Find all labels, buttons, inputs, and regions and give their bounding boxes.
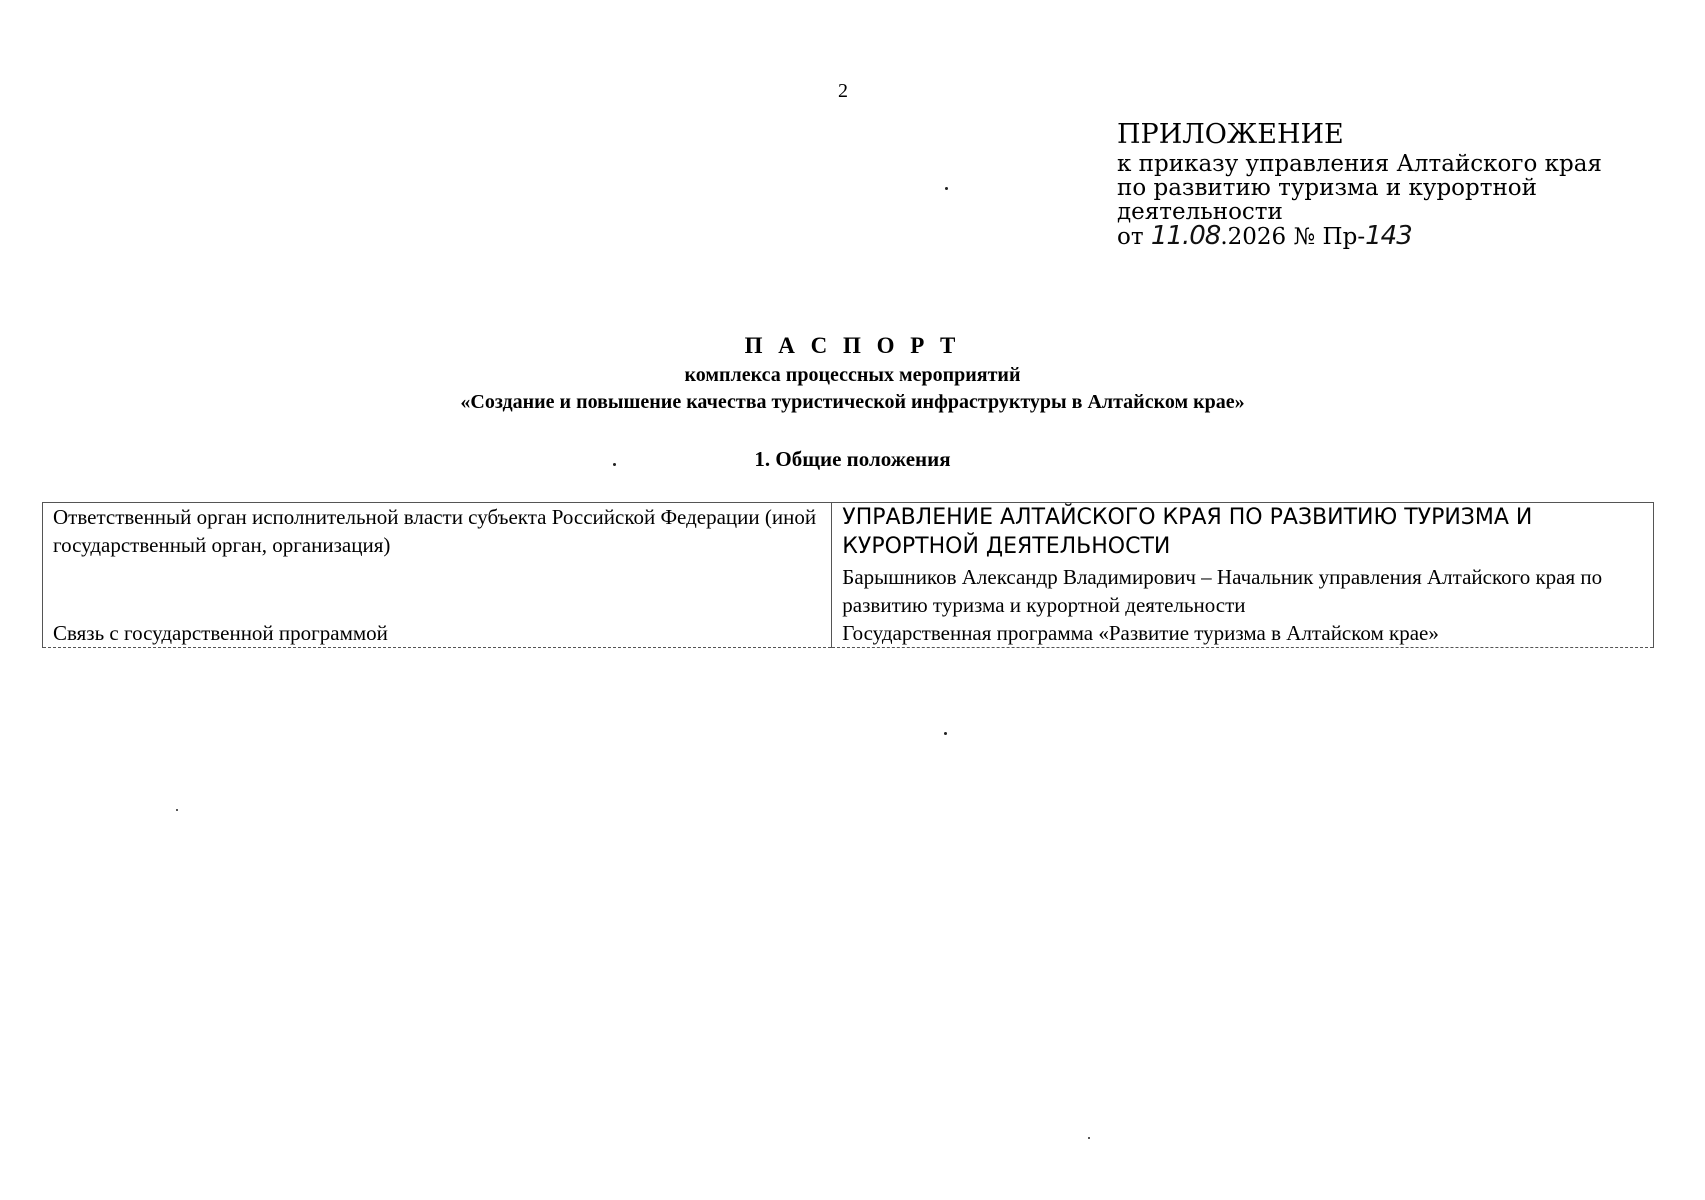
handwritten-order-number: 143 [1365, 221, 1412, 251]
appendix-line-1: к приказу управления Алтайского края [1117, 151, 1602, 177]
scan-speck [944, 732, 947, 735]
passport-header [0, 330, 1705, 416]
scan-speck [613, 463, 616, 466]
head-person: Барышников Александр Владимирович – Начальник управления Алтайского края по развитию туризма и курортной деятельности [842, 565, 1603, 617]
row-value: Государственная программа «Развитие туризма в Алтайском крае» [832, 619, 1654, 648]
appendix-line-3: деятельности [1117, 199, 1283, 225]
responsible-org-name: УПРАВЛЕНИЕ АЛТАЙСКОГО КРАЯ ПО РАЗВИТИЮ ТУРИЗМА И КУРОРТНОЙ ДЕЯТЕЛЬНОСТИ [842, 505, 1533, 559]
handwritten-date: 11.08 [1150, 221, 1221, 251]
date-year-number: .2026 № Пр- [1220, 224, 1366, 250]
appendix-date-line [1117, 221, 1637, 251]
table-row [43, 619, 1654, 648]
page-number: 2 [838, 80, 848, 102]
appendix-title: ПРИЛОЖЕНИЕ [1117, 119, 1344, 150]
scan-speck [1088, 1137, 1090, 1139]
table-row [43, 503, 1654, 620]
scan-speck [945, 187, 948, 190]
appendix-line-2: по развитию туризма и курортной [1117, 175, 1537, 201]
general-info-table [42, 502, 1654, 648]
scan-speck [176, 809, 178, 811]
date-prefix: от [1117, 224, 1144, 250]
section-heading: 1. Общие положения [754, 447, 951, 471]
row-value [832, 503, 1654, 620]
appendix-block [1117, 118, 1637, 249]
passport-program-name: «Создание и повышение качества туристической инфраструктуры в Алтайском крае» [460, 391, 1245, 413]
row-label: Связь с государственной программой [43, 619, 832, 648]
passport-subtitle: комплекса процессных мероприятий [684, 364, 1021, 386]
row-label: Ответственный орган исполнительной власти субъекта Российской Федерации (иной государственный орган, организация) [43, 503, 832, 620]
passport-title: П А С П О Р Т [744, 333, 961, 358]
